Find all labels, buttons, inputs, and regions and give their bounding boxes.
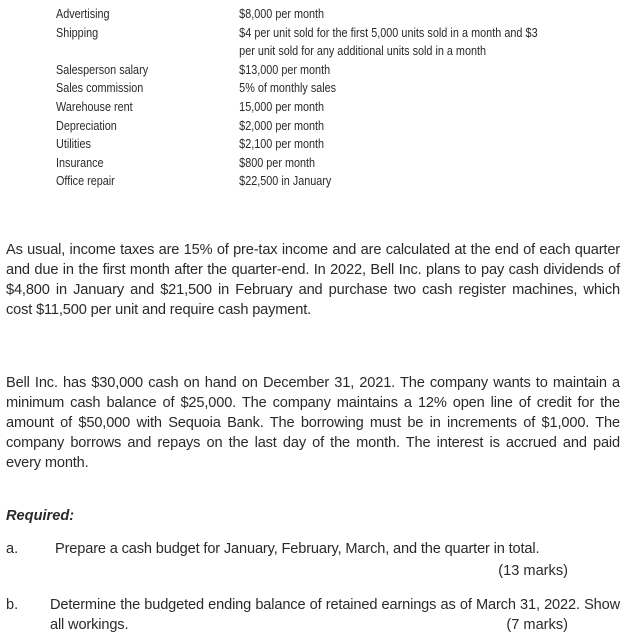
- required-item-a: [6, 539, 620, 583]
- expense-value: $22,500 in January: [239, 174, 332, 189]
- expense-value: $800 per month: [239, 155, 316, 170]
- required-item-marks: (7 marks): [506, 617, 568, 633]
- expense-row-advertising: [56, 5, 538, 24]
- expense-value: 15,000 per month: [239, 99, 325, 114]
- required-item-b: [6, 595, 620, 639]
- paragraph-cash-position: Bell Inc. has $30,000 cash on hand on December 31, 2021. The company wants to maintain a minimum cash balance of $25,000. The company maintains a 12% open line of credit for the amount of $50,000 with Sequoia Bank. The borrowing must be in increments of $1,000. The company borrows and repays on the last day of the month. The interest is accrued and paid every month.: [6, 375, 620, 471]
- expense-row-depreciation: [56, 117, 538, 136]
- expense-row-utilities: [56, 135, 538, 154]
- expense-row-salesperson-salary: [56, 61, 538, 80]
- expense-label: Advertising: [56, 7, 110, 21]
- expense-label: Salesperson salary: [56, 62, 149, 77]
- paragraph-income-taxes: As usual, income taxes are 15% of pre-tax income and are calculated at the end of each quarter and due in the first month after the quarter-end. In 2022, Bell Inc. plans to pay cash dividends of $4,800 in January and $21,500 in February and purchase two cash register machines, which cost $11,500 per unit and require cash payment.: [6, 242, 620, 318]
- expense-label: Sales commission: [56, 81, 144, 96]
- expense-row-office-repair: [56, 172, 538, 191]
- required-item-letter: b.: [6, 597, 19, 613]
- expense-value: $8,000 per month: [239, 7, 325, 21]
- expense-row-warehouse-rent: [56, 98, 538, 117]
- expense-table: [56, 5, 538, 191]
- expense-row-insurance: [56, 154, 538, 173]
- expense-value: $2,100 per month: [239, 137, 325, 152]
- expense-row-shipping: [56, 24, 538, 61]
- required-item-letter: a.: [6, 541, 19, 557]
- expense-label: Office repair: [56, 174, 115, 189]
- expense-value: $2,000 per month: [239, 118, 325, 133]
- required-item-text: Determine the budgeted ending balance of retained earnings as of March 31, 2022. Show all workings.: [50, 597, 620, 633]
- expense-label: Utilities: [56, 137, 91, 152]
- required-item-text: Prepare a cash budget for January, February, March, and the quarter in total.: [55, 541, 540, 557]
- expense-label: Shipping: [56, 25, 99, 40]
- required-heading: Required:: [6, 508, 75, 524]
- expense-value: $13,000 per month: [239, 62, 331, 77]
- expense-label: Insurance: [56, 155, 104, 170]
- required-item-marks: (13 marks): [498, 563, 568, 579]
- expense-label: Warehouse rent: [56, 99, 133, 114]
- expense-value: $4 per unit sold for the first 5,000 units sold in a month and $3 per unit sold for any additional units sold in a month: [239, 25, 538, 59]
- expense-row-sales-commission: [56, 79, 538, 98]
- expense-label: Depreciation: [56, 118, 117, 133]
- expense-value: 5% of monthly sales: [239, 81, 337, 96]
